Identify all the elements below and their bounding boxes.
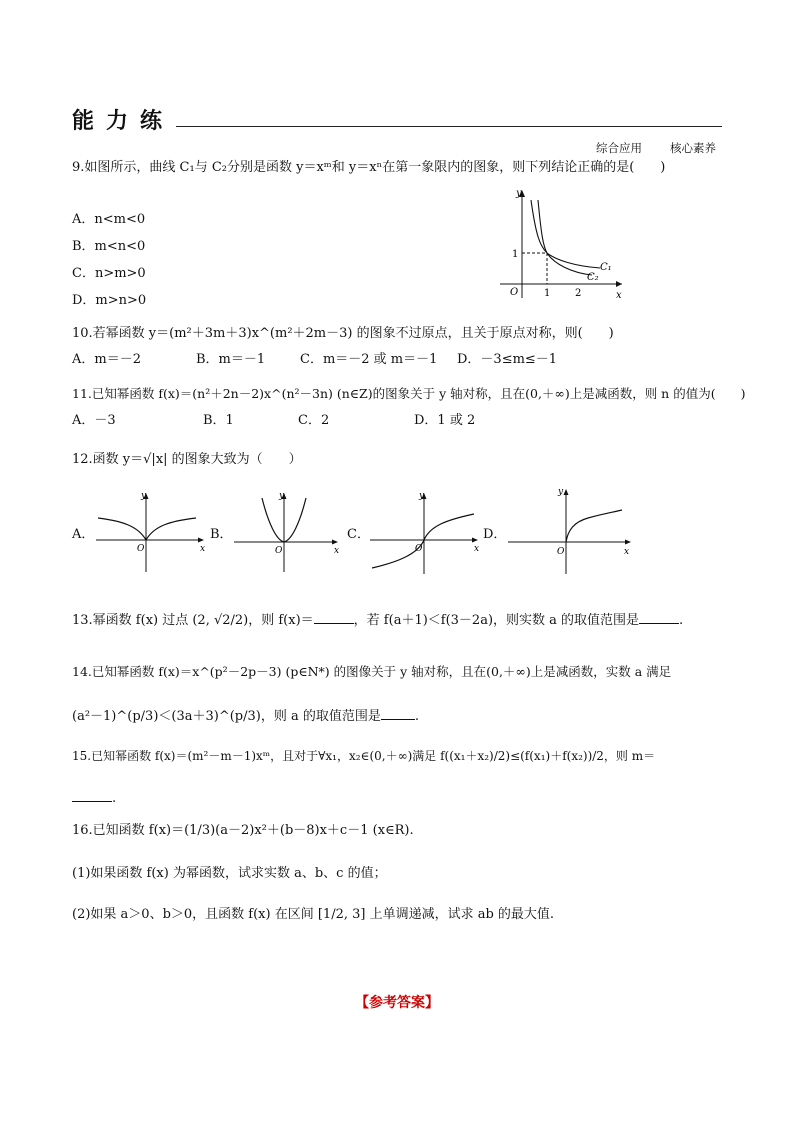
q12d-curve [566, 510, 622, 542]
q13-blank-2[interactable] [639, 611, 679, 624]
q9-curve-c2 [538, 200, 592, 275]
q12d-origin: O [557, 547, 565, 557]
q9-c2-label: C₂ [587, 272, 599, 283]
q12-graph-b [226, 488, 342, 576]
q11-option-d: D．1 或 2 [414, 413, 476, 428]
q12a-y-label: y [141, 491, 147, 501]
q14-line2-text: (a²－1)^(p/3)＜(3a＋3)^(p/3)，则 a 的取值范围是 [72, 709, 381, 724]
q9-option-b: B．m<n<0 [72, 239, 146, 254]
q15-line1: 15.已知幂函数 f(x)＝(m²－m－1)xᵐ，且对于∀x₁，x₂∈(0,＋∞)满足 f((x₁＋x₂)/2)≤(f(x₁)＋f(x₂))/2，则 m＝ [72, 749, 656, 763]
q14-blank[interactable] [381, 707, 415, 720]
q12b-x-arrow-icon [332, 540, 338, 545]
tag-core-literacy: 核心素养 [670, 141, 716, 155]
q12a-x-label: x [200, 544, 206, 554]
q16-stem: 16.已知函数 f(x)＝(1/3)(a－2)x²＋(b－8)x＋c－1 (x∈R). [72, 823, 414, 838]
q10-option-a: A．m＝－2 [72, 352, 141, 367]
answer-heading: 【参考答案】 [355, 995, 439, 1011]
q9-one-y-label: 1 [512, 249, 519, 260]
q9-x-arrow-icon [616, 281, 622, 287]
q9-origin-label: O [510, 287, 519, 298]
q12c-x-label: x [474, 544, 480, 554]
q15-line2-end: . [112, 791, 117, 806]
q16-sub2: (2)如果 a＞0、b＞0，且函数 f(x) 在区间 [1/2, 3] 上单调递减，试求 ab 的最大值. [72, 907, 555, 922]
tag-comprehensive: 综合应用 [596, 141, 642, 155]
q9-one-x-label: 1 [544, 288, 551, 299]
q10-option-b: B．m＝－1 [196, 352, 266, 367]
q13-part2: ，若 f(a＋1)＜f(3－2a)，则实数 a 的取值范围是 [353, 613, 640, 628]
q12-graph-a [92, 488, 208, 576]
q12-graph-d [504, 484, 636, 576]
q12d-y-arrow-icon [564, 489, 569, 495]
q12-graph-c [366, 488, 482, 576]
q9-c1-label: C₁ [600, 262, 612, 273]
q11-option-b: B．1 [203, 413, 234, 428]
title-rule [176, 126, 722, 127]
q11-option-c: C．2 [298, 413, 330, 428]
q15-line2 [72, 789, 116, 807]
q11-option-a: A．－3 [72, 413, 116, 428]
q9-x-label: x [616, 290, 622, 301]
q10-option-c: C．m＝－2 或 m＝－1 [300, 352, 438, 367]
q13-part3: . [679, 613, 684, 628]
q13-line [72, 611, 683, 629]
q9-option-a: A．n<m<0 [72, 212, 146, 227]
q9-y-label: y [516, 188, 522, 199]
q9-option-d: D．m>n>0 [72, 293, 147, 308]
q14-line2-end: . [414, 709, 419, 724]
q9-two-x-label: 2 [575, 288, 582, 299]
q12a-x-arrow-icon [198, 538, 204, 543]
q12c-origin: O [415, 544, 423, 554]
q9-stem: 9.如图所示，曲线 C₁与 C₂分别是函数 y＝xᵐ和 y＝xⁿ在第一象限内的图象，则下列结论正确的是( ) [72, 160, 666, 175]
q12c-curve [372, 514, 474, 568]
q12-option-a: A． [72, 527, 95, 542]
q11-stem: 11.已知幂函数 f(x)＝(n²＋2n－2)x^(n²－3n) (n∈Z)的图象关于 y 轴对称，且在(0,＋∞)上是减函数，则 n 的值为( ) [72, 386, 746, 401]
q12-option-b: B． [210, 527, 233, 542]
q12a-origin: O [137, 544, 145, 554]
q14-line1: 14.已知幂函数 f(x)＝x^(p²－2p－3) (p∈N*) 的图像关于 y 轴对称，且在(0,＋∞)上是减函数，实数 a 满足 [72, 664, 672, 679]
q14-line2 [72, 707, 419, 725]
q10-stem: 10.若幂函数 y＝(m²＋3m＋3)x^(m²＋2m－3) 的图象不过原点，且关于原点对称，则( ) [72, 326, 614, 341]
q12-stem: 12.函数 y＝√|x| 的图象大致为（ ） [72, 452, 302, 467]
q12d-x-label: x [624, 547, 630, 557]
q12b-y-label: y [279, 491, 285, 501]
q9-option-c: C．n>m>0 [72, 266, 146, 281]
q12b-x-label: x [334, 546, 340, 556]
q13-blank-1[interactable] [314, 611, 354, 624]
q12b-origin: O [275, 546, 283, 556]
q12d-x-arrow-icon [625, 540, 631, 545]
q12a-curve [98, 518, 196, 540]
q12c-y-label: y [419, 491, 425, 501]
q12c-x-arrow-icon [472, 538, 478, 543]
q12-option-d: D． [483, 527, 507, 542]
section-title: 能力练 [72, 109, 175, 134]
q10-option-d: D．－3≤m≤－1 [457, 352, 558, 367]
q16-sub1: (1)如果函数 f(x) 为幂函数，试求实数 a、b、c 的值； [72, 866, 387, 881]
q15-blank[interactable] [72, 789, 112, 802]
q13-part1: 13.幂函数 f(x) 过点 (2, √2/2)，则 f(x)＝ [72, 613, 314, 628]
q12d-y-label: y [558, 487, 564, 497]
q12-option-c: C． [347, 527, 370, 542]
q9-figure [494, 186, 630, 302]
